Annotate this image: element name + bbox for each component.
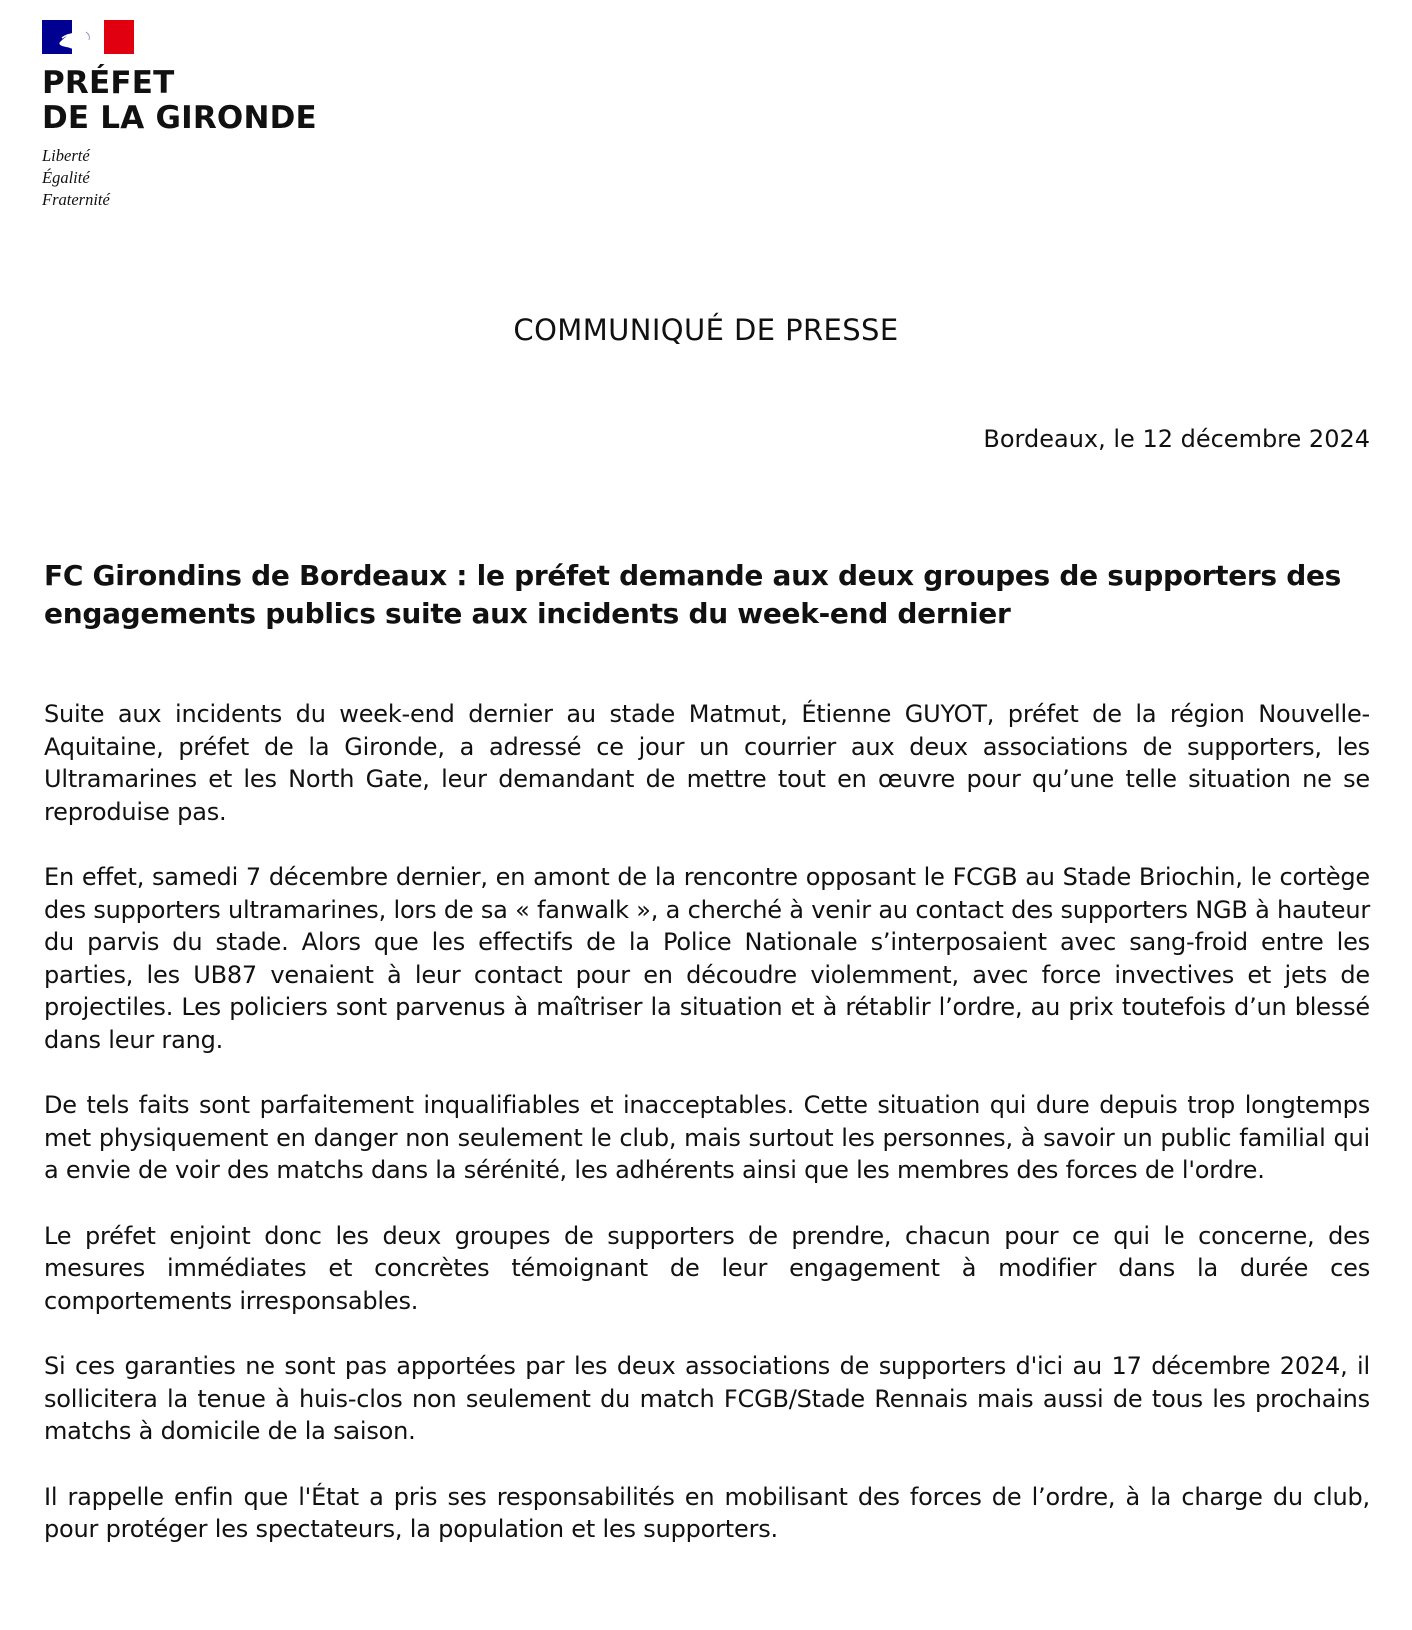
press-release-heading: COMMUNIQUÉ DE PRESSE bbox=[513, 313, 899, 347]
paragraph: Si ces garanties ne sont pas apportées par les deux associations de supporters d'ici au 17 décembre 2024, il sollicitera la tenue à huis-clos non seulement du match FCGB/Stade Rennais mais aussi de tous les prochains matchs à domicile de la saison. bbox=[44, 1352, 1370, 1445]
paragraph: Le préfet enjoint donc les deux groupes de supporters de prendre, chacun pour ce qui le concerne, des mesures immédiates et concrètes témoignant de leur engagement à modifier dans la durée ces comportements irresponsables. bbox=[44, 1221, 1370, 1315]
paragraph: De tels faits sont parfaitement inqualifiables et inacceptables. Cette situation qui dure depuis trop longtemps met physiquement en danger non seulement le club, mais surtout les personnes, à savoir un public familial qui a envie de voir des matchs dans la sérénité, les adhérents ainsi que les membres des forces de l'ordre. bbox=[44, 1091, 1370, 1184]
prefet-line-2: DE LA GIRONDE bbox=[42, 100, 317, 136]
marianne-flag-icon bbox=[42, 20, 134, 54]
paragraph: Suite aux incidents du week-end dernier au stade Matmut, Étienne GUYOT, préfet de la région Nouvelle-Aquitaine, préfet de la Gironde, a adressé ce jour un courrier aux deux associations de supporters, les Ultramarines et les North Gate, leur demandant de mettre tout en œuvre pour qu’une telle situation ne se reproduise pas. bbox=[44, 700, 1370, 826]
devise-fraternite: Fraternité bbox=[42, 190, 110, 209]
devise-liberte: Liberté bbox=[42, 146, 90, 165]
prefet-line-1: PRÉFET bbox=[42, 65, 175, 101]
document-title: FC Girondins de Bordeaux : le préfet demande aux deux groupes de supporters des engagements publics suite aux incidents du week-end dernier bbox=[44, 559, 1342, 630]
paragraph: Il rappelle enfin que l'État a pris ses responsabilités en mobilisant des forces de l’ordre, à la charge du club, pour protéger les spectateurs, la population et les supporters. bbox=[44, 1482, 1370, 1543]
document-body bbox=[44, 698, 1370, 1579]
document-date: Bordeaux, le 12 décembre 2024 bbox=[983, 425, 1370, 453]
prefecture-logo bbox=[42, 20, 372, 211]
paragraph: En effet, samedi 7 décembre dernier, en amont de la rencontre opposant le FCGB au Stade Briochin, le cortège des supporters ultramarines, lors de sa « fanwalk », a cherché à venir au contact des supporters NGB à hauteur du parvis du stade. Alors que les effectifs de la Police Nationale s’interposaient avec sang-froid entre les parties, les UB87 venaient à leur contact pour en découdre violemment, avec force invectives et jets de projectiles. Les policiers sont parvenus à maîtriser la situation et à rétablir l’ordre, au prix toutefois d’un blessé dans leur rang. bbox=[44, 863, 1370, 1054]
devise-egalite: Égalité bbox=[42, 168, 90, 187]
prefet-title bbox=[42, 66, 372, 136]
devise bbox=[42, 145, 372, 211]
